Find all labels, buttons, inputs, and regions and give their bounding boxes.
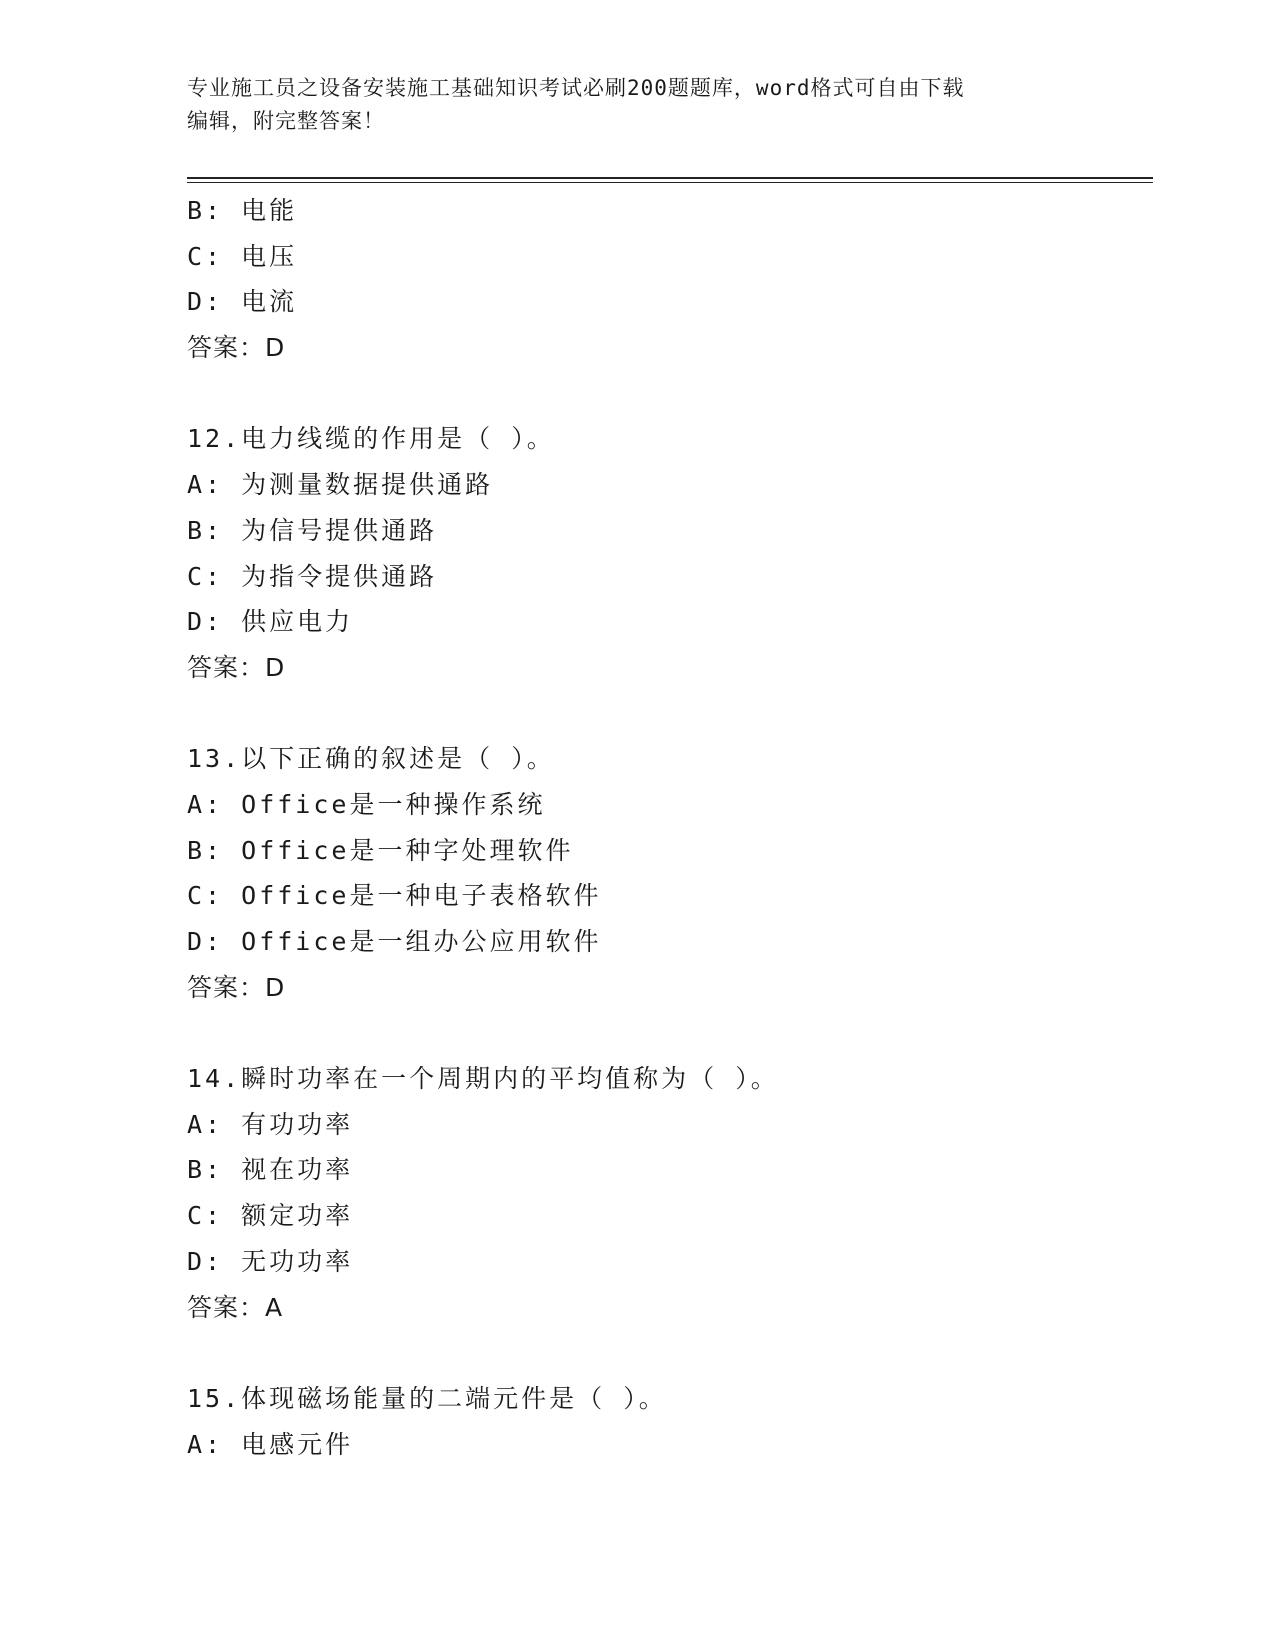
option-d: D: 无功功率 (187, 1246, 354, 1276)
spacer (187, 1010, 1147, 1056)
option-c: C: 为指令提供通路 (187, 561, 438, 591)
question-list (187, 188, 1147, 1467)
option-d: D: Office是一组办公应用软件 (187, 927, 602, 956)
option-a: A: 有功功率 (187, 1109, 354, 1139)
question-block-11 (187, 188, 1147, 371)
answer-line: 答案：D (187, 972, 286, 1002)
option-d: D: 供应电力 (187, 607, 354, 637)
option-b: B: Office是一种字处理软件 (187, 835, 574, 865)
option-c: C: Office是一种电子表格软件 (187, 881, 602, 911)
option-a: A: Office是一种操作系统 (187, 789, 546, 819)
header-title-line1: 专业施工员之设备安装施工基础知识考试必刷200题题库，word格式可自由下载 (187, 76, 965, 100)
question-text: 14.瞬时功率在一个周期内的平均值称为（ ）。 (187, 1064, 779, 1094)
option-b: B: 为信号提供通路 (187, 515, 438, 545)
document-header (187, 72, 1087, 138)
answer-line: 答案：D (187, 652, 286, 682)
option-d: D: 电流 (187, 287, 298, 317)
question-block-14 (187, 1056, 1147, 1330)
option-a: A: 为测量数据提供通路 (187, 470, 494, 500)
question-text: 15.体现磁场能量的二端元件是（ ）。 (187, 1383, 667, 1413)
option-c: C: 额定功率 (187, 1201, 354, 1231)
answer-line: 答案：A (187, 1292, 284, 1322)
option-c: C: 电压 (187, 241, 298, 271)
question-block-12 (187, 416, 1147, 690)
header-rule-thin (187, 182, 1153, 183)
option-b: B: 视在功率 (187, 1155, 354, 1185)
answer-line: 答案：D (187, 333, 286, 363)
spacer (187, 691, 1147, 737)
header-rule-thick (187, 177, 1153, 179)
question-block-15 (187, 1376, 1147, 1467)
header-title-line2: 编辑，附完整答案！ (187, 109, 385, 133)
question-text: 13.以下正确的叙述是（ ）。 (187, 744, 555, 774)
question-block-13 (187, 736, 1147, 1010)
spacer (187, 371, 1147, 417)
spacer (187, 1330, 1147, 1376)
option-a: A: 电感元件 (187, 1429, 354, 1459)
question-text: 12.电力线缆的作用是（ ）。 (187, 424, 555, 454)
option-b: B: 电能 (187, 196, 298, 225)
